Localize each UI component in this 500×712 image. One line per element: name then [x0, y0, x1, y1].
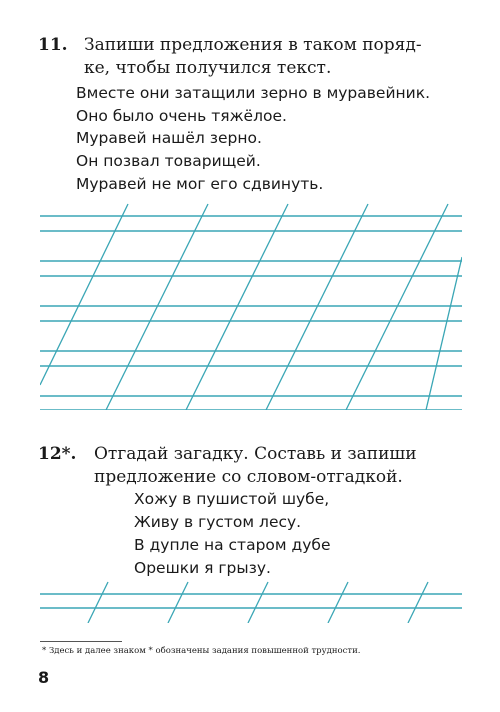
task-12-writing-lines[interactable] [40, 578, 462, 623]
riddle-line: Хожу в пушистой шубе, [134, 490, 330, 508]
riddle-line: В дупле на старом дубе [134, 536, 331, 554]
task-11-writing-lines[interactable] [40, 200, 462, 410]
slant-line [266, 204, 368, 410]
slant-line [168, 582, 188, 623]
footnote-divider [40, 641, 122, 642]
task-12-heading [38, 443, 478, 493]
task-11-number: 11. [38, 35, 68, 55]
task-11-text-line-1: Запиши предложения в таком поряд- [84, 35, 422, 55]
slant-line [186, 204, 288, 410]
riddle-line: Живу в густом лесу. [134, 513, 302, 531]
writing-lines-slant [88, 582, 428, 623]
slant-line [426, 257, 462, 410]
riddle-line: Орешки я грызу. [134, 559, 271, 577]
slant-line [248, 582, 268, 623]
writing-lines-horizontal [40, 216, 462, 410]
task-12-text-line-2: предложение со словом-отгадкой. [94, 467, 403, 487]
task-11-sentence: Вместе они затащили зерно в муравейник. [76, 84, 431, 102]
task-11-sentence: Оно было очень тяжёлое. [76, 107, 287, 125]
slant-line [328, 582, 348, 623]
slant-line [408, 582, 428, 623]
task-11-heading [38, 34, 468, 84]
footnote: * Здесь и далее знаком * обозначены задания повышенной трудности. [42, 646, 361, 656]
task-11-sentence: Он позвал товарищей. [76, 152, 261, 170]
task-12-number: 12*. [38, 444, 77, 464]
task-12-text-line-1: Отгадай загадку. Составь и запиши [94, 444, 417, 464]
slant-line [106, 204, 208, 410]
slant-line [88, 582, 108, 623]
writing-lines-horizontal [40, 594, 462, 608]
writing-lines-slant [40, 204, 462, 410]
task-11-sentence: Муравей нашёл зерно. [76, 129, 262, 147]
task-11-sentence: Муравей не мог его сдвинуть. [76, 175, 324, 193]
task-11-text-line-2: ке, чтобы получился текст. [84, 58, 332, 78]
page-number: 8 [38, 668, 50, 687]
